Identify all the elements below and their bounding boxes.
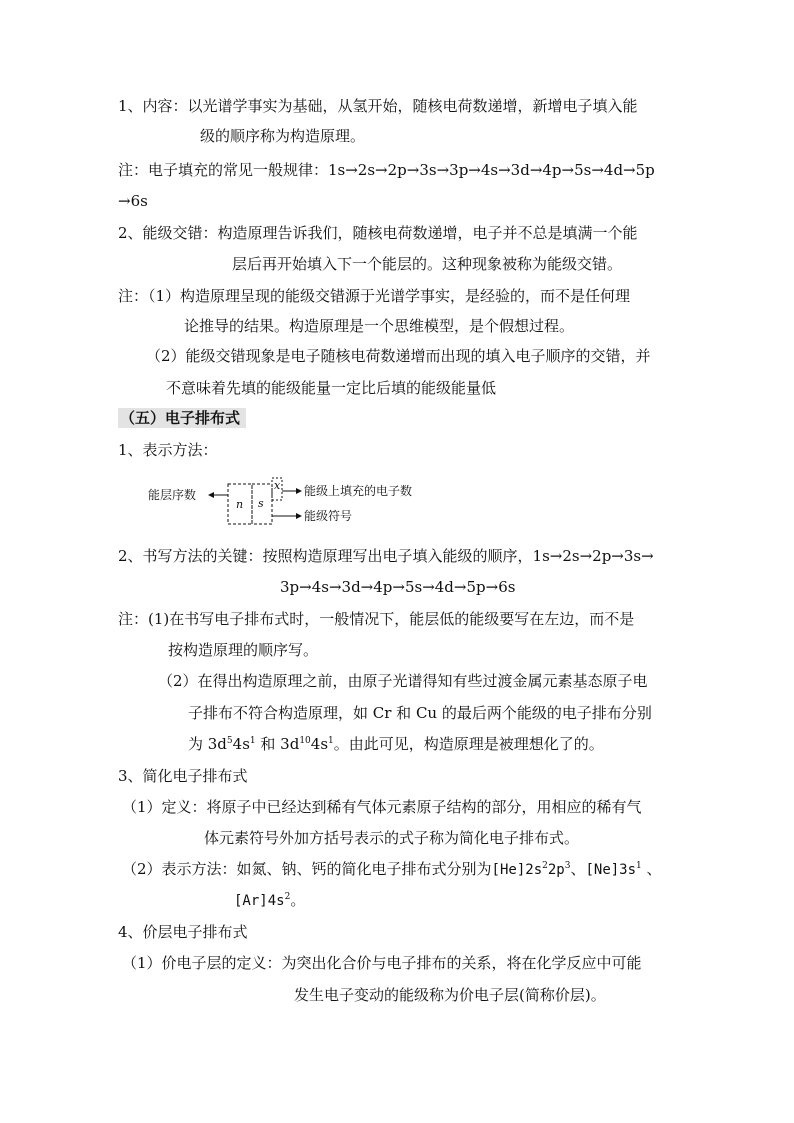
section5-3-def-line2: 体元素符号外加方括号表示的式子称为简化电子排布式。 [204, 829, 580, 847]
section1-line1: 1、内容：以光谱学事实为基础，从氢开始，随核电荷数递增，新增电子填入能 [118, 97, 638, 115]
electron-config-diagram [146, 476, 446, 532]
arrow-top-head [296, 488, 302, 494]
note2-line4: 不意味着先填的能级能量一定比后填的能级能量低 [166, 379, 497, 397]
box-x-letter: x [274, 479, 281, 492]
note1-line1: 注：电子填充的常见一般规律：1s→2s→2p→3s→3p→4s→3d→4p→5s→4d→5p [118, 161, 655, 179]
superscript: 5 [226, 736, 233, 746]
arrow-bottom-head [296, 513, 302, 519]
formula-span: [He]2s [491, 862, 543, 878]
superscript: 1 [328, 736, 334, 746]
note1-line2: →6s [118, 192, 148, 210]
note2-line3: （2）能级交错现象是电子随核电荷数递增而出现的填入电子顺序的交错，并 [146, 347, 651, 365]
note3-line4: 子排布不符合构造原理，如 Cr 和 Cu 的最后两个能级的电子排布分别 [188, 704, 652, 722]
formula-span: [Ar]4s [234, 893, 285, 909]
superscript: 10 [299, 736, 311, 746]
diagram-left-label: 能层序数 [148, 488, 197, 502]
section2-line1: 2、能级交错：构造原理告诉我们，随核电荷数递增，电子并不总是填满一个能 [118, 224, 638, 242]
section5-4-def-line1: （1）价电子层的定义：为突出化合价与电子排布的关系，将在化学反应中可能 [122, 954, 642, 972]
section5-3-title: 3、简化电子排布式 [118, 767, 248, 785]
section5-3-def-line1: （1）定义：将原子中已经达到稀有气体元素原子结构的部分，用相应的稀有气 [122, 798, 642, 816]
superscript: 2 [542, 861, 548, 871]
formula-span: 2p [547, 862, 565, 878]
diagram-right-bottom: 能级符号 [304, 509, 353, 523]
section5-2-line1: 2、书写方法的关键：按照构造原理写出电子填入能级的顺序，1s→2s→2p→3s→ [118, 547, 654, 565]
text-span: 为 3d [188, 735, 227, 753]
section1-line2: 级的顺序称为构造原理。 [200, 127, 366, 145]
note3-line2: 按构造原理的顺序写。 [168, 641, 319, 659]
section5-1-title: 1、表示方法： [118, 441, 218, 459]
section5-4-title: 4、价层电子排布式 [118, 923, 248, 941]
arrow-left-head [208, 492, 214, 498]
superscript: 2 [284, 892, 291, 902]
text-span: 和 3d [255, 735, 300, 753]
formula-span: [Ne]3s [585, 862, 637, 878]
note2-line2: 论推导的结果。构造原理是一个思维模型，是个假想过程。 [184, 317, 575, 335]
section2-line2: 层后再开始填入下一个能层的。这种现象被称为能级交错。 [232, 255, 623, 273]
box-s-letter: s [258, 497, 264, 510]
diagram-right-top: 能级上填充的电子数 [304, 484, 413, 498]
superscript: 1 [636, 861, 642, 871]
text-span: （2）表示方法：如氮、钠、钙的简化电子排布式分别为 [122, 860, 492, 878]
section-heading-5: （五）电子排布式 [118, 408, 246, 428]
section5-2-line2: 3p→4s→3d→4p→5s→4d→5p→6s [280, 578, 516, 596]
note2-line1: 注：（1）构造原理呈现的能级交错源于光谱学事实，是经验的，而不是任何理 [118, 287, 631, 305]
superscript: 3 [564, 861, 571, 871]
superscript: 1 [249, 736, 256, 746]
text-span: 、 [641, 860, 662, 878]
text-span: 、 [570, 860, 586, 878]
section5-3-method-line1 [122, 859, 662, 880]
note3-line5 [188, 734, 604, 754]
box-n-letter: n [236, 498, 244, 511]
text-span: 。由此可见，构造原理是被理想化了的。 [333, 735, 604, 753]
text-span: 4s [310, 735, 329, 753]
section5-3-method-line2 [234, 890, 305, 911]
text-span: 4s [232, 735, 250, 753]
section5-4-def-line2: 发生电子变动的能级称为价电子层(简称价层)。 [294, 986, 606, 1004]
text-span: 。 [290, 891, 306, 909]
note3-line1: 注：(1)在书写电子排布式时，一般情况下，能层低的能级要写在左边，而不是 [118, 610, 635, 628]
note3-line3: （2）在得出构造原理之前，由原子光谱得知有些过渡金属元素基态原子电 [158, 672, 648, 690]
